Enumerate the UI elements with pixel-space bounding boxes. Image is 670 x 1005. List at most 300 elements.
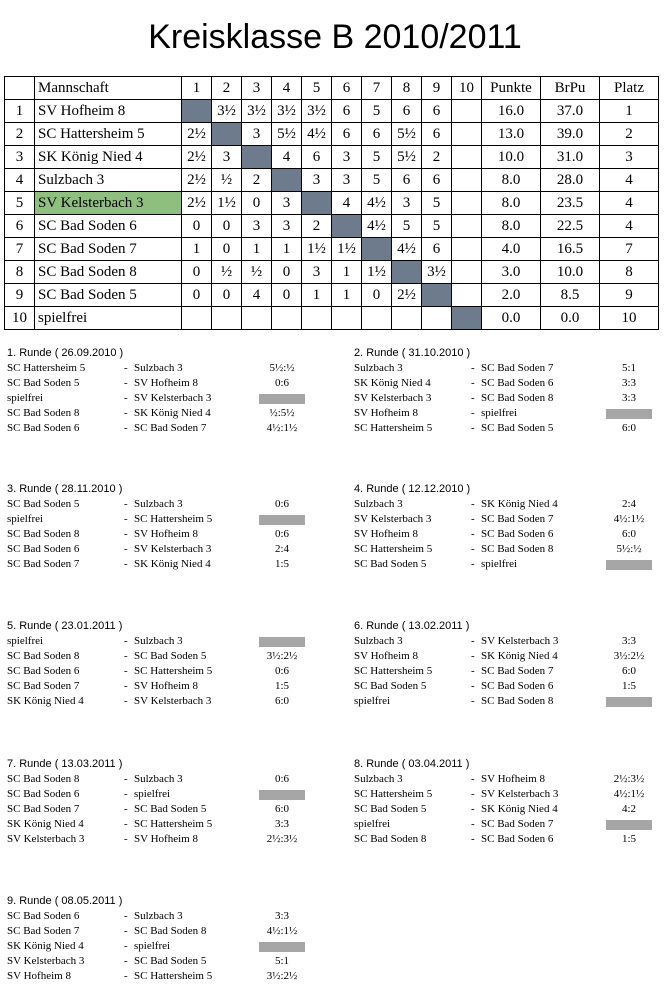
result-cell: 0 [182, 284, 212, 307]
separator-dash: - [124, 970, 128, 982]
bye-marker [259, 394, 305, 404]
result-cell: 3 [302, 169, 332, 192]
match-result: 1:5 [621, 833, 637, 845]
place-cell: 1 [600, 100, 659, 123]
home-team: spielfrei [354, 818, 391, 830]
result-cell: 4 [242, 284, 272, 307]
pairing-row [7, 802, 290, 817]
separator-dash: - [124, 558, 128, 570]
points-cell: 4.0 [482, 238, 541, 261]
home-team: SV Hofheim 8 [354, 407, 418, 419]
result-cell: 6 [332, 123, 362, 146]
away-team: SC Bad Soden 5 [134, 955, 207, 967]
away-team: SC Bad Soden 8 [481, 543, 554, 555]
diagonal-cell [212, 123, 242, 146]
away-team: SC Bad Soden 6 [481, 528, 554, 540]
crosstable-header [5, 77, 659, 100]
column-header: 2 [212, 77, 242, 100]
result-cell: 3 [392, 192, 422, 215]
result-cell [452, 215, 482, 238]
separator-dash: - [124, 498, 128, 510]
rank-cell: 9 [5, 284, 35, 307]
pairing-row [354, 376, 637, 391]
result-cell: 0 [242, 192, 272, 215]
team-name: SV Kelsterbach 3 [35, 192, 182, 215]
home-team: SC Bad Soden 5 [354, 558, 427, 570]
result-cell: 3½ [242, 100, 272, 123]
diagonal-cell [242, 146, 272, 169]
diagonal-cell [422, 284, 452, 307]
pairing-row [7, 527, 290, 542]
pairing-row [7, 939, 171, 954]
rank-cell: 10 [5, 307, 35, 330]
home-team: SK König Nied 4 [354, 377, 431, 389]
match-result: 0:6 [274, 498, 290, 510]
pairing-row [7, 497, 290, 512]
match-result: 6:0 [274, 695, 290, 707]
match-result: 3:3 [621, 392, 637, 404]
result-cell: 2½ [182, 146, 212, 169]
result-cell: 3½ [302, 100, 332, 123]
pairing-row [354, 361, 637, 376]
result-cell: 1½ [302, 238, 332, 261]
pairing-row [7, 817, 290, 832]
result-cell: 1½ [332, 238, 362, 261]
match-result: 0:6 [274, 377, 290, 389]
result-cell: 5½ [392, 123, 422, 146]
pairing-row [7, 832, 298, 847]
result-cell [452, 238, 482, 261]
result-cell: 5 [362, 169, 392, 192]
away-team: SV Kelsterbach 3 [481, 635, 559, 647]
round-heading: 4. Runde ( 12.12.2010 ) [354, 483, 471, 495]
pairing-row [7, 557, 290, 572]
away-team: Sulzbach 3 [134, 498, 183, 510]
away-team: SV Hofheim 8 [134, 377, 198, 389]
result-cell: 3 [302, 261, 332, 284]
match-result: 0:6 [274, 773, 290, 785]
away-team: Sulzbach 3 [134, 910, 183, 922]
match-result: 1:5 [274, 680, 290, 692]
table-row [5, 123, 659, 146]
result-cell: 6 [422, 123, 452, 146]
round-3 [7, 482, 290, 572]
diagonal-cell [182, 100, 212, 123]
separator-dash: - [124, 377, 128, 389]
home-team: SV Kelsterbach 3 [7, 955, 85, 967]
match-result: 6:0 [621, 422, 637, 434]
bye-marker [606, 697, 652, 707]
board-points-cell: 31.0 [541, 146, 600, 169]
home-team: SC Hattersheim 5 [7, 362, 86, 374]
separator-dash: - [471, 788, 475, 800]
home-team: SC Bad Soden 7 [7, 925, 80, 937]
separator-dash: - [471, 818, 475, 830]
place-cell: 2 [600, 123, 659, 146]
home-team: SC Bad Soden 6 [7, 422, 80, 434]
away-team: SC Bad Soden 6 [481, 833, 554, 845]
pairing-row [7, 909, 290, 924]
table-row [5, 100, 659, 123]
result-cell: 4½ [302, 123, 332, 146]
separator-dash: - [124, 635, 128, 647]
bye-marker [606, 820, 652, 830]
pairing-row [7, 542, 290, 557]
separator-dash: - [124, 680, 128, 692]
pairing-row [7, 634, 183, 649]
away-team: SK König Nied 4 [481, 650, 558, 662]
result-cell: 2 [422, 146, 452, 169]
separator-dash: - [471, 650, 475, 662]
home-team: SC Bad Soden 8 [7, 528, 80, 540]
pairing-row [7, 664, 290, 679]
separator-dash: - [471, 558, 475, 570]
table-row [5, 146, 659, 169]
pairing-row [354, 787, 645, 802]
away-team: SC Hattersheim 5 [134, 970, 213, 982]
place-cell: 4 [600, 169, 659, 192]
match-result: 5½:½ [616, 543, 642, 555]
result-cell: 3 [212, 146, 242, 169]
pairing-row [354, 832, 637, 847]
result-cell: 0 [182, 215, 212, 238]
away-team: SC Bad Soden 8 [481, 695, 554, 707]
result-cell: 2 [242, 169, 272, 192]
board-points-cell: 10.0 [541, 261, 600, 284]
result-cell [362, 307, 392, 330]
team-name: spielfrei [35, 307, 182, 330]
result-cell [182, 307, 212, 330]
round-1 [7, 346, 298, 436]
points-cell: 8.0 [482, 169, 541, 192]
home-team: SK König Nied 4 [7, 695, 84, 707]
team-name: SC Bad Soden 5 [35, 284, 182, 307]
result-cell: 3½ [422, 261, 452, 284]
result-cell [452, 100, 482, 123]
column-header [5, 77, 35, 100]
result-cell [452, 123, 482, 146]
pairing-row [7, 954, 290, 969]
away-team: SC Bad Soden 6 [481, 377, 554, 389]
result-cell: 1 [302, 284, 332, 307]
home-team: SC Hattersheim 5 [354, 543, 433, 555]
team-name: SK König Nied 4 [35, 146, 182, 169]
team-name: SC Bad Soden 7 [35, 238, 182, 261]
home-team: SC Bad Soden 7 [7, 803, 80, 815]
away-team: SC Bad Soden 8 [481, 392, 554, 404]
away-team: SC Bad Soden 7 [481, 513, 554, 525]
column-header: 4 [272, 77, 302, 100]
result-cell: 3 [272, 215, 302, 238]
away-team: SC Bad Soden 7 [481, 818, 554, 830]
round-heading: 5. Runde ( 23.01.2011 ) [7, 620, 123, 632]
home-team: Sulzbach 3 [354, 498, 403, 510]
round-heading: 1. Runde ( 26.09.2010 ) [7, 347, 124, 359]
home-team: SC Hattersheim 5 [354, 422, 433, 434]
result-cell: 5 [422, 192, 452, 215]
result-cell: 0 [272, 261, 302, 284]
away-team: SC Bad Soden 7 [134, 422, 207, 434]
match-result: 3½:2½ [266, 970, 298, 982]
pairing-row [354, 802, 637, 817]
separator-dash: - [124, 910, 128, 922]
pairing-row [354, 421, 637, 436]
column-header: 1 [182, 77, 212, 100]
separator-dash: - [124, 833, 128, 845]
away-team: SC Hattersheim 5 [134, 665, 213, 677]
home-team: SC Bad Soden 8 [7, 407, 80, 419]
board-points-cell: 23.5 [541, 192, 600, 215]
away-team: Sulzbach 3 [134, 773, 183, 785]
page-title: Kreisklasse B 2010/2011 [148, 18, 522, 56]
pairing-row [7, 406, 295, 421]
round-4 [354, 482, 645, 572]
separator-dash: - [471, 680, 475, 692]
away-team: Sulzbach 3 [134, 635, 183, 647]
round-8 [354, 757, 645, 847]
board-points-cell: 37.0 [541, 100, 600, 123]
result-cell [392, 307, 422, 330]
separator-dash: - [124, 925, 128, 937]
away-team: SC Bad Soden 8 [134, 925, 207, 937]
pairing-row [7, 421, 298, 436]
result-cell [452, 284, 482, 307]
home-team: SC Bad Soden 5 [7, 377, 80, 389]
pairing-row [7, 694, 290, 709]
team-name: SV Hofheim 8 [35, 100, 182, 123]
home-team: SC Bad Soden 8 [7, 650, 80, 662]
rank-cell: 4 [5, 169, 35, 192]
column-header: 6 [332, 77, 362, 100]
home-team: SC Bad Soden 6 [7, 788, 80, 800]
rank-cell: 7 [5, 238, 35, 261]
place-cell: 3 [600, 146, 659, 169]
separator-dash: - [124, 788, 128, 800]
bye-marker [259, 790, 305, 800]
away-team: SC Bad Soden 5 [481, 422, 554, 434]
home-team: spielfrei [7, 635, 44, 647]
match-result: 0:6 [274, 665, 290, 677]
separator-dash: - [471, 833, 475, 845]
separator-dash: - [471, 407, 475, 419]
result-cell [452, 261, 482, 284]
result-cell: 2½ [392, 284, 422, 307]
place-cell: 4 [600, 215, 659, 238]
match-result: 0:6 [274, 528, 290, 540]
separator-dash: - [124, 528, 128, 540]
home-team: SC Bad Soden 6 [7, 910, 80, 922]
away-team: SV Kelsterbach 3 [134, 543, 212, 555]
pairing-row [7, 649, 298, 664]
separator-dash: - [471, 377, 475, 389]
match-result: 6:0 [274, 803, 290, 815]
match-result: 3½:2½ [613, 650, 645, 662]
match-result: 3:3 [274, 910, 290, 922]
home-team: SC Bad Soden 6 [7, 665, 80, 677]
result-cell: 4½ [392, 238, 422, 261]
separator-dash: - [124, 513, 128, 525]
result-cell: 2½ [182, 123, 212, 146]
away-team: SK König Nied 4 [134, 558, 211, 570]
board-points-cell: 39.0 [541, 123, 600, 146]
table-row [5, 307, 659, 330]
home-team: SV Hofheim 8 [354, 528, 418, 540]
board-points-cell: 16.5 [541, 238, 600, 261]
table-row [5, 169, 659, 192]
result-cell: 4½ [362, 192, 392, 215]
separator-dash: - [471, 635, 475, 647]
home-team: SC Bad Soden 5 [354, 803, 427, 815]
column-header: 8 [392, 77, 422, 100]
home-team: spielfrei [354, 695, 391, 707]
result-cell: 6 [392, 100, 422, 123]
place-cell: 10 [600, 307, 659, 330]
table-row [5, 261, 659, 284]
home-team: Sulzbach 3 [354, 362, 403, 374]
home-team: SC Bad Soden 6 [7, 543, 80, 555]
result-cell: 5½ [272, 123, 302, 146]
pairing-row [354, 557, 518, 572]
result-cell: 3 [272, 192, 302, 215]
table-row [5, 215, 659, 238]
rank-cell: 5 [5, 192, 35, 215]
table-row [5, 284, 659, 307]
away-team: SC Bad Soden 7 [481, 665, 554, 677]
separator-dash: - [471, 803, 475, 815]
pairing-row [354, 542, 642, 557]
home-team: SC Bad Soden 5 [354, 680, 427, 692]
match-result: 5:1 [274, 955, 290, 967]
points-cell: 10.0 [482, 146, 541, 169]
round-heading: 7. Runde ( 13.03.2011 ) [7, 758, 123, 770]
away-team: SC Bad Soden 5 [134, 650, 207, 662]
result-cell: 4½ [362, 215, 392, 238]
match-result: 3½:2½ [266, 650, 298, 662]
diagonal-cell [392, 261, 422, 284]
place-cell: 9 [600, 284, 659, 307]
crosstable [4, 76, 659, 330]
match-result: 2:4 [621, 498, 637, 510]
match-result: 5½:½ [269, 362, 295, 374]
bye-marker [259, 942, 305, 952]
match-result: 1:5 [274, 558, 290, 570]
result-cell: 0 [212, 284, 242, 307]
result-cell: 4 [272, 146, 302, 169]
home-team: SC Hattersheim 5 [354, 665, 433, 677]
team-name: SC Hattersheim 5 [35, 123, 182, 146]
result-cell: 6 [392, 169, 422, 192]
diagonal-cell [332, 215, 362, 238]
result-cell: 1 [272, 238, 302, 261]
result-cell: 0 [212, 215, 242, 238]
separator-dash: - [124, 543, 128, 555]
result-cell [272, 307, 302, 330]
home-team: SV Hofheim 8 [354, 650, 418, 662]
away-team: SC Bad Soden 7 [481, 362, 554, 374]
pairing-row [7, 969, 298, 984]
result-cell [452, 192, 482, 215]
away-team: SK König Nied 4 [134, 407, 211, 419]
home-team: SK König Nied 4 [7, 818, 84, 830]
result-cell: 3 [242, 215, 272, 238]
separator-dash: - [471, 513, 475, 525]
points-cell: 16.0 [482, 100, 541, 123]
result-cell: 3½ [272, 100, 302, 123]
result-cell: 3 [242, 123, 272, 146]
team-name: SC Bad Soden 6 [35, 215, 182, 238]
match-result: 4½:1½ [613, 788, 645, 800]
separator-dash: - [471, 392, 475, 404]
rank-cell: 3 [5, 146, 35, 169]
pairing-row [354, 634, 637, 649]
home-team: SC Bad Soden 8 [7, 773, 80, 785]
match-result: 3:3 [274, 818, 290, 830]
result-cell [452, 146, 482, 169]
home-team: SV Kelsterbach 3 [7, 833, 85, 845]
result-cell: 6 [302, 146, 332, 169]
place-cell: 8 [600, 261, 659, 284]
diagonal-cell [272, 169, 302, 192]
pairing-row [354, 512, 645, 527]
bye-marker [606, 560, 652, 570]
round-9 [7, 894, 298, 984]
result-cell: 5 [362, 100, 392, 123]
result-cell [332, 307, 362, 330]
diagonal-cell [452, 307, 482, 330]
result-cell: 6 [362, 123, 392, 146]
separator-dash: - [471, 362, 475, 374]
away-team: Sulzbach 3 [134, 362, 183, 374]
pairing-row [7, 787, 171, 802]
home-team: spielfrei [7, 513, 44, 525]
round-heading: 9. Runde ( 08.05.2011 ) [7, 895, 123, 907]
match-result: 4½:1½ [266, 422, 298, 434]
away-team: SV Kelsterbach 3 [481, 788, 559, 800]
board-points-cell: 28.0 [541, 169, 600, 192]
away-team: spielfrei [134, 940, 171, 952]
result-cell: 3 [332, 169, 362, 192]
separator-dash: - [471, 695, 475, 707]
separator-dash: - [124, 665, 128, 677]
match-result: 6:0 [621, 528, 637, 540]
separator-dash: - [124, 695, 128, 707]
pairing-row [7, 772, 290, 787]
pairing-row [7, 924, 298, 939]
place-cell: 7 [600, 238, 659, 261]
column-header: Platz [600, 77, 659, 100]
column-header: Punkte [482, 77, 541, 100]
home-team: spielfrei [7, 392, 44, 404]
home-team: Sulzbach 3 [354, 773, 403, 785]
table-row [5, 238, 659, 261]
round-heading: 3. Runde ( 28.11.2010 ) [7, 483, 123, 495]
points-cell: 8.0 [482, 192, 541, 215]
result-cell: 6 [332, 100, 362, 123]
away-team: SV Hofheim 8 [134, 528, 198, 540]
pairing-row [354, 679, 637, 694]
match-result: 2½:3½ [266, 833, 298, 845]
column-header: 9 [422, 77, 452, 100]
result-cell [212, 307, 242, 330]
result-cell: 1 [332, 284, 362, 307]
separator-dash: - [124, 955, 128, 967]
rank-cell: 8 [5, 261, 35, 284]
result-cell: 2½ [182, 169, 212, 192]
place-cell: 4 [600, 192, 659, 215]
result-cell [302, 307, 332, 330]
column-header: Mannschaft [35, 77, 182, 100]
result-cell: 5½ [392, 146, 422, 169]
